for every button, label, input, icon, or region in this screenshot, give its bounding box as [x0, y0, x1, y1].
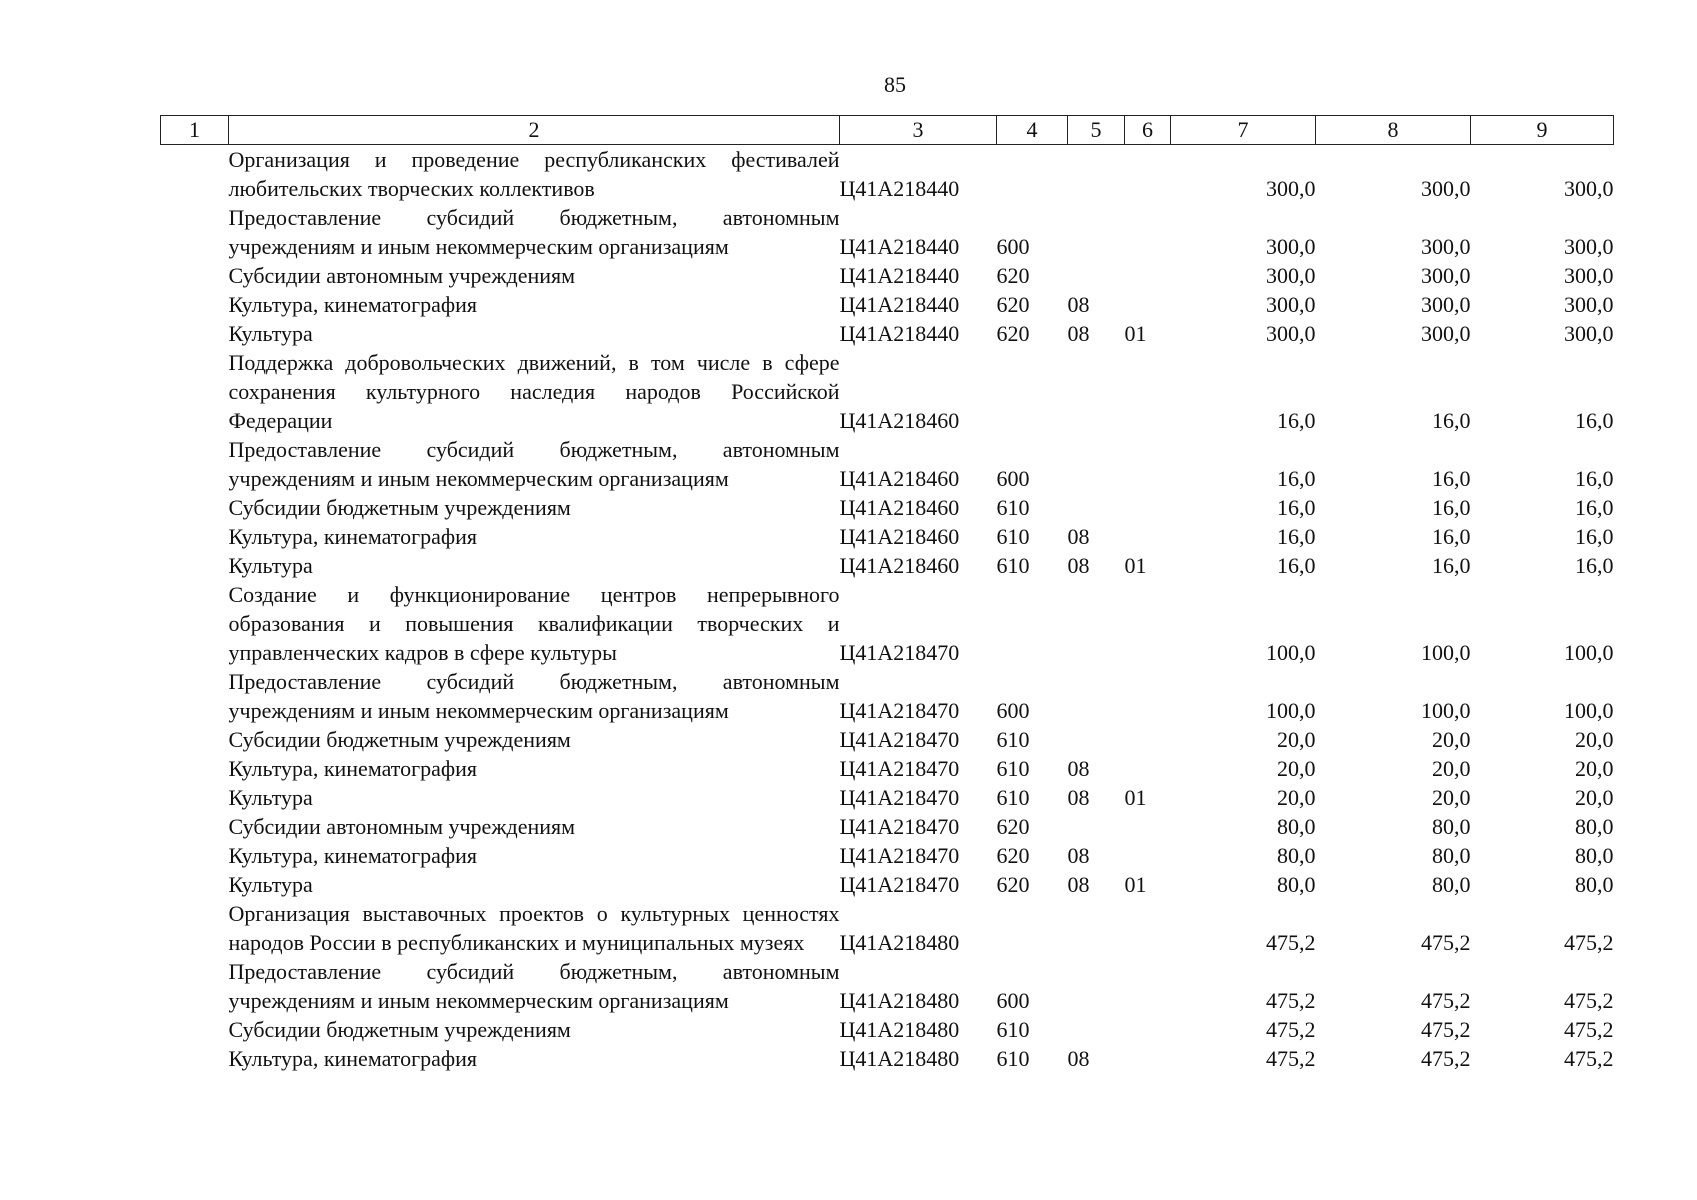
- header-row: [161, 116, 1614, 145]
- table-row: [161, 319, 1614, 348]
- cell-section: [1068, 493, 1125, 522]
- cell-amount-8: 100,0: [1421, 698, 1471, 723]
- cell-section: [1068, 957, 1125, 1015]
- cell-amount-8: 80,0: [1432, 814, 1471, 839]
- cell-amount-8: 80,0: [1432, 843, 1471, 868]
- cell-subsection: [1125, 348, 1171, 435]
- cell-section: 08: [1067, 292, 1090, 317]
- cell-amount-8: 300,0: [1421, 234, 1471, 259]
- table-row: [161, 667, 1614, 725]
- cell-section: [1068, 580, 1125, 667]
- cell-section: [1068, 261, 1125, 290]
- cell-name: Поддержка добровольческих движений, в том числе в сфере сохранения культурного наследия народов Российской Федерации: [228, 350, 840, 433]
- cell-section: [1068, 348, 1125, 435]
- cell-name: Культура: [228, 872, 313, 897]
- cell-expense-type: 620: [996, 263, 1030, 288]
- cell-amount-7: 20,0: [1277, 756, 1316, 781]
- cell-section: 08: [1067, 872, 1090, 897]
- cell-target-code: Ц41А218480: [839, 930, 960, 955]
- cell-amount-7: 80,0: [1277, 814, 1316, 839]
- cell-name: Предоставление субсидий бюджетным, автономным учреждениям и иным некоммерческим организациям: [228, 959, 840, 1013]
- cell-amount-8: 80,0: [1432, 872, 1471, 897]
- cell-subsection: [1125, 957, 1171, 1015]
- table-row: [161, 551, 1614, 580]
- header-cell-1: 1: [161, 116, 229, 145]
- cell-name: Культура: [228, 553, 313, 578]
- cell-subsection: 01: [1124, 872, 1147, 897]
- cell-number: [161, 812, 229, 841]
- cell-name: Предоставление субсидий бюджетным, автономным учреждениям и иным некоммерческим организациям: [228, 205, 840, 259]
- cell-name: Культура, кинематография: [228, 756, 478, 781]
- cell-number: [161, 203, 229, 261]
- cell-number: [161, 551, 229, 580]
- cell-amount-7: 300,0: [1266, 176, 1316, 201]
- cell-amount-7: 300,0: [1266, 321, 1316, 346]
- cell-amount-8: 20,0: [1432, 785, 1471, 810]
- cell-amount-9: 80,0: [1575, 814, 1614, 839]
- cell-expense-type: 620: [996, 872, 1030, 897]
- cell-number: [161, 754, 229, 783]
- cell-amount-9: 16,0: [1575, 408, 1614, 433]
- cell-amount-9: 20,0: [1575, 756, 1614, 781]
- cell-section: [1068, 725, 1125, 754]
- cell-name: Субсидии бюджетным учреждениям: [228, 727, 571, 752]
- cell-expense-type: 600: [996, 698, 1030, 723]
- cell-target-code: Ц41А218460: [839, 553, 960, 578]
- cell-name: Субсидии автономным учреждениям: [228, 814, 576, 839]
- cell-amount-9: 300,0: [1564, 234, 1614, 259]
- cell-section: [1068, 1015, 1125, 1044]
- cell-amount-9: 100,0: [1564, 698, 1614, 723]
- header-cell-2: 2: [229, 116, 840, 145]
- cell-amount-9: 16,0: [1575, 553, 1614, 578]
- cell-target-code: Ц41А218480: [839, 988, 960, 1013]
- cell-amount-7: 100,0: [1266, 640, 1316, 665]
- cell-amount-8: 475,2: [1421, 930, 1471, 955]
- cell-expense-type: [997, 348, 1068, 435]
- cell-amount-8: 475,2: [1421, 1046, 1471, 1071]
- cell-target-code: Ц41А218440: [839, 321, 960, 346]
- cell-target-code: Ц41А218480: [839, 1046, 960, 1071]
- cell-expense-type: 620: [996, 843, 1030, 868]
- cell-subsection: [1125, 435, 1171, 493]
- cell-subsection: [1125, 290, 1171, 319]
- cell-amount-9: 300,0: [1564, 263, 1614, 288]
- header-cell-7: 7: [1171, 116, 1316, 145]
- cell-name: Субсидии бюджетным учреждениям: [228, 1017, 571, 1042]
- header-cell-8: 8: [1316, 116, 1471, 145]
- cell-number: [161, 348, 229, 435]
- table-row: [161, 1044, 1614, 1073]
- cell-target-code: Ц41А218470: [839, 814, 960, 839]
- cell-amount-8: 100,0: [1421, 640, 1471, 665]
- cell-number: [161, 493, 229, 522]
- cell-amount-7: 100,0: [1266, 698, 1316, 723]
- cell-target-code: Ц41А218470: [839, 872, 960, 897]
- cell-name: Организация и проведение республиканских фестивалей любительских творческих коллективов: [228, 147, 840, 201]
- cell-number: [161, 435, 229, 493]
- cell-number: [161, 957, 229, 1015]
- cell-target-code: Ц41А218460: [839, 408, 960, 433]
- cell-target-code: Ц41А218470: [839, 640, 960, 665]
- cell-target-code: Ц41А218440: [839, 292, 960, 317]
- cell-expense-type: 600: [996, 234, 1030, 259]
- table-row: [161, 348, 1614, 435]
- cell-name: Создание и функционирование центров непрерывного образования и повышения квалификации творческих и управленческих кадров в сфере культуры: [228, 582, 840, 665]
- cell-section: 08: [1067, 843, 1090, 868]
- cell-amount-7: 16,0: [1277, 524, 1316, 549]
- cell-subsection: [1125, 522, 1171, 551]
- table-row: [161, 754, 1614, 783]
- table-body: [161, 145, 1614, 1074]
- cell-number: [161, 899, 229, 957]
- cell-name: Субсидии автономным учреждениям: [228, 263, 576, 288]
- cell-subsection: 01: [1124, 553, 1147, 578]
- cell-section: 08: [1067, 524, 1090, 549]
- table-header: [161, 116, 1614, 145]
- cell-subsection: [1125, 725, 1171, 754]
- cell-section: 08: [1067, 756, 1090, 781]
- table-row: [161, 783, 1614, 812]
- cell-amount-7: 16,0: [1277, 466, 1316, 491]
- cell-expense-type: 610: [996, 1017, 1030, 1042]
- cell-amount-7: 475,2: [1266, 930, 1316, 955]
- cell-expense-type: [997, 899, 1068, 957]
- cell-amount-9: 475,2: [1564, 1046, 1614, 1071]
- cell-amount-7: 300,0: [1266, 234, 1316, 259]
- cell-expense-type: 610: [996, 1046, 1030, 1071]
- cell-subsection: [1125, 580, 1171, 667]
- cell-section: [1068, 812, 1125, 841]
- cell-expense-type: 610: [996, 756, 1030, 781]
- cell-amount-8: 16,0: [1432, 495, 1471, 520]
- cell-amount-8: 300,0: [1421, 321, 1471, 346]
- cell-amount-9: 100,0: [1564, 640, 1614, 665]
- cell-target-code: Ц41А218460: [839, 524, 960, 549]
- cell-number: [161, 783, 229, 812]
- cell-target-code: Ц41А218460: [839, 495, 960, 520]
- cell-expense-type: [997, 145, 1068, 204]
- cell-expense-type: 620: [996, 321, 1030, 346]
- cell-amount-7: 475,2: [1266, 1046, 1316, 1071]
- table-row: [161, 580, 1614, 667]
- cell-number: [161, 841, 229, 870]
- cell-amount-8: 16,0: [1432, 553, 1471, 578]
- cell-amount-8: 300,0: [1421, 292, 1471, 317]
- cell-section: [1068, 667, 1125, 725]
- budget-table: [160, 115, 1614, 1073]
- cell-target-code: Ц41А218470: [839, 843, 960, 868]
- cell-section: 08: [1067, 321, 1090, 346]
- cell-target-code: Ц41А218470: [839, 756, 960, 781]
- cell-expense-type: 610: [996, 727, 1030, 752]
- cell-number: [161, 261, 229, 290]
- cell-target-code: Ц41А218470: [839, 727, 960, 752]
- cell-section: [1068, 899, 1125, 957]
- cell-expense-type: 610: [996, 553, 1030, 578]
- cell-amount-7: 20,0: [1277, 727, 1316, 752]
- cell-number: [161, 870, 229, 899]
- cell-number: [161, 725, 229, 754]
- cell-amount-9: 80,0: [1575, 843, 1614, 868]
- cell-subsection: [1125, 1044, 1171, 1073]
- cell-amount-8: 300,0: [1421, 263, 1471, 288]
- cell-section: [1068, 435, 1125, 493]
- table-row: [161, 841, 1614, 870]
- cell-name: Субсидии бюджетным учреждениям: [228, 495, 571, 520]
- cell-amount-7: 80,0: [1277, 872, 1316, 897]
- table-row: [161, 725, 1614, 754]
- cell-amount-8: 20,0: [1432, 756, 1471, 781]
- cell-target-code: Ц41А218470: [839, 698, 960, 723]
- cell-subsection: [1125, 145, 1171, 204]
- cell-amount-7: 16,0: [1277, 553, 1316, 578]
- table-row: [161, 203, 1614, 261]
- cell-section: 08: [1067, 1046, 1090, 1071]
- table-row: [161, 290, 1614, 319]
- cell-subsection: [1125, 841, 1171, 870]
- table-row: [161, 957, 1614, 1015]
- cell-amount-9: 300,0: [1564, 292, 1614, 317]
- cell-amount-7: 475,2: [1266, 988, 1316, 1013]
- cell-number: [161, 145, 229, 204]
- cell-number: [161, 1015, 229, 1044]
- table-row: [161, 812, 1614, 841]
- cell-number: [161, 319, 229, 348]
- cell-expense-type: 600: [996, 988, 1030, 1013]
- cell-amount-8: 16,0: [1432, 466, 1471, 491]
- cell-expense-type: 600: [996, 466, 1030, 491]
- header-cell-9: 9: [1471, 116, 1614, 145]
- cell-number: [161, 522, 229, 551]
- cell-expense-type: 610: [996, 785, 1030, 810]
- table-row: [161, 899, 1614, 957]
- cell-name: Культура, кинематография: [228, 843, 478, 868]
- cell-number: [161, 667, 229, 725]
- cell-amount-8: 475,2: [1421, 1017, 1471, 1042]
- cell-expense-type: 620: [996, 814, 1030, 839]
- cell-name: Предоставление субсидий бюджетным, автономным учреждениям и иным некоммерческим организациям: [228, 437, 840, 491]
- cell-section: [1068, 145, 1125, 204]
- cell-subsection: [1125, 754, 1171, 783]
- page-number: 85: [884, 72, 906, 97]
- cell-amount-7: 16,0: [1277, 408, 1316, 433]
- cell-amount-9: 80,0: [1575, 872, 1614, 897]
- cell-name: Предоставление субсидий бюджетным, автономным учреждениям и иным некоммерческим организациям: [228, 669, 840, 723]
- cell-amount-9: 16,0: [1575, 524, 1614, 549]
- cell-amount-9: 16,0: [1575, 495, 1614, 520]
- cell-subsection: 01: [1124, 785, 1147, 810]
- cell-amount-8: 20,0: [1432, 727, 1471, 752]
- header-cell-5: 5: [1068, 116, 1125, 145]
- cell-number: [161, 290, 229, 319]
- cell-name: Культура, кинематография: [228, 524, 478, 549]
- cell-target-code: Ц41А218470: [839, 785, 960, 810]
- cell-amount-8: 16,0: [1432, 408, 1471, 433]
- cell-subsection: [1125, 899, 1171, 957]
- cell-amount-9: 300,0: [1564, 176, 1614, 201]
- header-cell-6: 6: [1125, 116, 1171, 145]
- header-cell-3: 3: [840, 116, 997, 145]
- cell-subsection: 01: [1124, 321, 1147, 346]
- cell-amount-7: 20,0: [1277, 785, 1316, 810]
- cell-number: [161, 580, 229, 667]
- cell-target-code: Ц41А218440: [839, 263, 960, 288]
- table-row: [161, 870, 1614, 899]
- cell-amount-7: 16,0: [1277, 495, 1316, 520]
- cell-amount-9: 16,0: [1575, 466, 1614, 491]
- cell-amount-9: 475,2: [1564, 930, 1614, 955]
- cell-name: Культура: [228, 321, 313, 346]
- cell-expense-type: [997, 580, 1068, 667]
- cell-subsection: [1125, 812, 1171, 841]
- cell-section: 08: [1067, 785, 1090, 810]
- table-row: [161, 145, 1614, 204]
- cell-subsection: [1125, 203, 1171, 261]
- cell-subsection: [1125, 261, 1171, 290]
- header-cell-4: 4: [997, 116, 1068, 145]
- cell-expense-type: 610: [996, 524, 1030, 549]
- cell-amount-7: 475,2: [1266, 1017, 1316, 1042]
- cell-amount-9: 20,0: [1575, 785, 1614, 810]
- cell-expense-type: 620: [996, 292, 1030, 317]
- cell-target-code: Ц41А218440: [839, 234, 960, 259]
- cell-subsection: [1125, 1015, 1171, 1044]
- cell-amount-7: 300,0: [1266, 292, 1316, 317]
- cell-section: [1068, 203, 1125, 261]
- cell-target-code: Ц41А218440: [839, 176, 960, 201]
- cell-amount-9: 20,0: [1575, 727, 1614, 752]
- cell-subsection: [1125, 667, 1171, 725]
- cell-name: Культура: [228, 785, 313, 810]
- table-row: [161, 493, 1614, 522]
- cell-amount-8: 300,0: [1421, 176, 1471, 201]
- cell-amount-9: 300,0: [1564, 321, 1614, 346]
- table-row: [161, 435, 1614, 493]
- cell-expense-type: 610: [996, 495, 1030, 520]
- table-row: [161, 522, 1614, 551]
- cell-target-code: Ц41А218460: [839, 466, 960, 491]
- cell-amount-7: 300,0: [1266, 263, 1316, 288]
- table-row: [161, 261, 1614, 290]
- cell-amount-9: 475,2: [1564, 1017, 1614, 1042]
- cell-subsection: [1125, 493, 1171, 522]
- cell-target-code: Ц41А218480: [839, 1017, 960, 1042]
- cell-amount-8: 16,0: [1432, 524, 1471, 549]
- table-row: [161, 1015, 1614, 1044]
- cell-name: Организация выставочных проектов о культурных ценностях народов России в республиканских и муниципальных музеях: [228, 901, 840, 955]
- cell-amount-9: 475,2: [1564, 988, 1614, 1013]
- cell-name: Культура, кинематография: [228, 1046, 478, 1071]
- cell-section: 08: [1067, 553, 1090, 578]
- cell-name: Культура, кинематография: [228, 292, 478, 317]
- cell-number: [161, 1044, 229, 1073]
- cell-amount-8: 475,2: [1421, 988, 1471, 1013]
- cell-amount-7: 80,0: [1277, 843, 1316, 868]
